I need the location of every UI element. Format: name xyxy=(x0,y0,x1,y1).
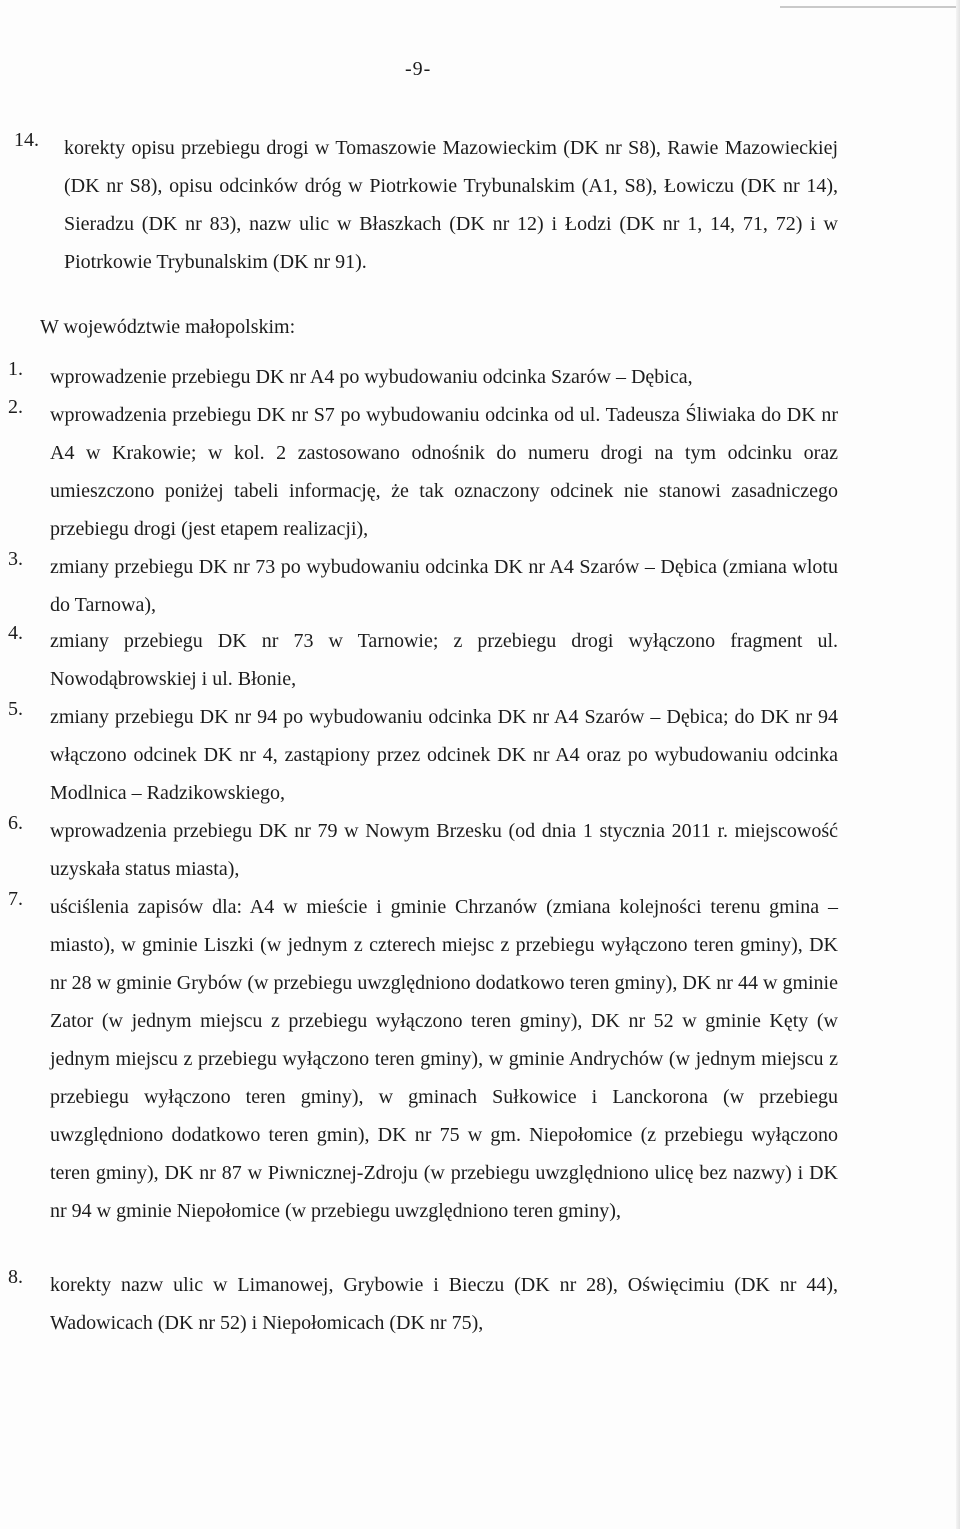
list-item-number: 4. xyxy=(8,622,23,644)
scan-edge-right xyxy=(956,0,960,1529)
list-item-text: korekty nazw ulic w Limanowej, Grybowie i Bieczu (DK nr 28), Oświęcimiu (DK nr 44), Wadowicach (DK nr 52) i Niepołomicach (DK nr 75), xyxy=(50,1274,838,1334)
list-item-text: zmiany przebiegu DK nr 73 w Tarnowie; z przebiegu drogi wyłączono fragment ul. Nowodąbrowskiej i ul. Błonie, xyxy=(50,630,838,690)
list-item-text: wprowadzenie przebiegu DK nr A4 po wybudowaniu odcinka Szarów – Dębica, xyxy=(50,366,693,388)
list-item-number: 7. xyxy=(8,888,23,910)
list-item-number: 3. xyxy=(8,548,23,570)
page-number: -9- xyxy=(405,58,432,80)
list-item-number: 6. xyxy=(8,812,23,834)
list-item-number: 14. xyxy=(14,129,39,151)
scan-edge-top xyxy=(780,6,960,8)
list-item-text: zmiany przebiegu DK nr 73 po wybudowaniu odcinka DK nr A4 Szarów – Dębica (zmiana wlotu do Tarnowa), xyxy=(50,556,838,616)
section-heading: W województwie małopolskim: xyxy=(40,316,296,338)
list-item-number: 8. xyxy=(8,1266,23,1288)
list-item-text: wprowadzenia przebiegu DK nr S7 po wybudowaniu odcinka od ul. Tadeusza Śliwiaka do DK nr A4 w Krakowie; w kol. 2 zastosowano odnośnik do numeru drogi na tym odcinku oraz umieszczono poniżej tabeli informację, że tak oznaczony odcinek nie stanowi zasadniczego przebiegu drogi (jest etapem realizacji), xyxy=(50,404,838,540)
list-item-text: uściślenia zapisów dla: A4 w mieście i gminie Chrzanów (zmiana kolejności terenu gmina – miasto), w gminie Liszki (w jednym z czterech miejsc z przebiegu wyłączono teren gminy), DK nr 28 w gminie Grybów (w przebiegu uwzględniono dodatkowo teren gminy), DK nr 44 w gminie Zator (w jednym miejscu z przebiegu wyłączono teren gminy), DK nr 52 w gminie Kęty (w jednym miejscu z przebiegu wyłączono teren gminy), w gminie Andrychów (w jednym miejscu z przebiegu wyłączono teren gminy), w gminach Sułkowice i Lanckorona (w przebiegu uwzględniono dodatkowo teren gmin), DK nr 75 w gm. Niepołomice (z przebiegu wyłączono teren gminy), DK nr 87 w Piwnicznej-Zdroju (w przebiegu uwzględniono ulicę bez nazwy) i DK nr 94 w gminie Niepołomice (w przebiegu uwzględniono teren gminy), xyxy=(50,896,838,1222)
list-item-text: wprowadzenia przebiegu DK nr 79 w Nowym Brzesku (od dnia 1 stycznia 2011 r. miejscowość uzyskała status miasta), xyxy=(50,820,838,880)
list-item-text: zmiany przebiegu DK nr 94 po wybudowaniu odcinka DK nr A4 Szarów – Dębica; do DK nr 94 włączono odcinek DK nr 4, zastąpiony przez odcinek DK nr A4 oraz po wybudowaniu odcinka Modlnica – Radzikowskiego, xyxy=(50,706,838,804)
list-item-number: 1. xyxy=(8,358,23,380)
list-item-text: korekty opisu przebiegu drogi w Tomaszowie Mazowieckim (DK nr S8), Rawie Mazowieckiej (DK nr S8), opisu odcinków dróg w Piotrkowie Trybunalskim (A1, S8), Łowiczu (DK nr 14), Sieradzu (DK nr 83), nazw ulic w Błaszkach (DK nr 12) i Łodzi (DK nr 1, 14, 71, 72) i w Piotrkowie Trybunalskim (DK nr 91). xyxy=(64,137,838,273)
list-item-number: 2. xyxy=(8,396,23,418)
list-item-number: 5. xyxy=(8,698,23,720)
